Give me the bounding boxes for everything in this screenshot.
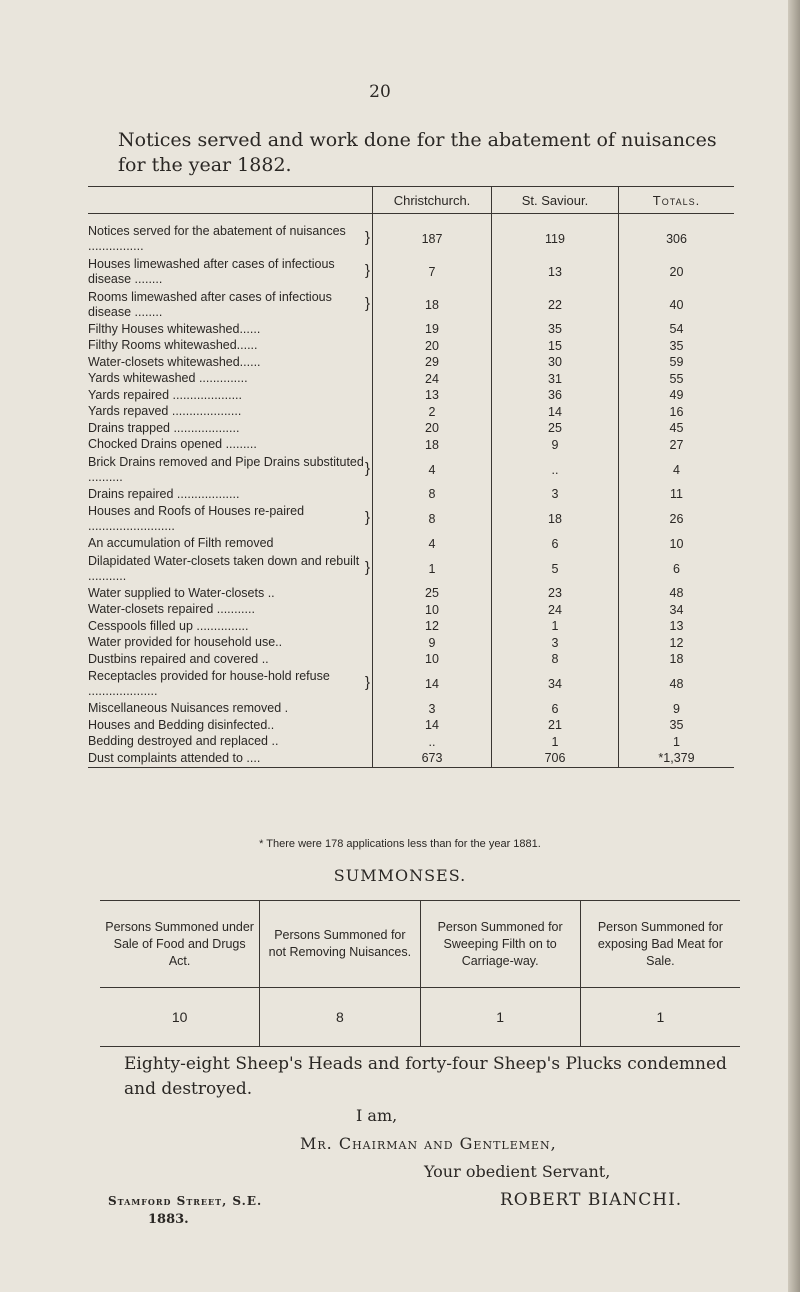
cell-christchurch: 3 [373,701,492,718]
row-label [88,734,373,751]
summons-value-bad-meat: 1 [580,988,740,1047]
row-label [88,371,373,388]
table-row [88,404,734,421]
cell-christchurch: 8 [373,503,492,536]
cell-totals: 45 [619,420,735,437]
row-label-text: Drains repaired .................. [88,486,240,501]
table-row [88,354,734,371]
row-label-text: Filthy Rooms whitewashed...... [88,338,258,353]
cell-st-saviour: 13 [492,255,619,288]
row-label-text: An accumulation of Filth removed [88,536,274,551]
row-label-text: Yards repaired .................... [88,387,242,402]
cell-christchurch: 9 [373,635,492,652]
cell-st-saviour: 5 [492,552,619,585]
row-label-text: Yards whitewashed .............. [88,371,248,386]
cell-totals: 11 [619,486,735,503]
row-label-text: Bedding destroyed and replaced .. [88,734,279,749]
cell-totals: 49 [619,387,735,404]
cell-st-saviour: 6 [492,536,619,553]
cell-christchurch: 24 [373,371,492,388]
summons-value-food-drugs: 10 [100,988,260,1047]
cell-christchurch: 18 [373,288,492,321]
cell-christchurch: 25 [373,585,492,602]
cell-st-saviour: .. [492,453,619,486]
cell-totals: 48 [619,585,735,602]
header-blank [88,187,373,214]
footnote: * There were 178 applications less than for the year 1881. [259,838,541,850]
table-row [88,288,734,321]
row-label [88,453,373,486]
row-label-text: Cesspools filled up ............... [88,618,249,633]
row-label [88,338,373,355]
cell-totals: 13 [619,618,735,635]
row-label-text: Brick Drains removed and Pipe Drains substituted .......... [88,454,364,484]
cell-st-saviour: 1 [492,618,619,635]
closing-salutation: Mr. Chairman and Gentlemen, [300,1134,557,1153]
row-label [88,701,373,718]
cell-st-saviour: 25 [492,420,619,437]
brace-mark: } [364,558,370,576]
table-row [88,618,734,635]
closing-year: 1883. [148,1212,189,1227]
cell-totals: 16 [619,404,735,421]
summons-value-sweeping: 1 [420,988,580,1047]
cell-totals: 27 [619,437,735,454]
table-row [88,420,734,437]
page-heading: Notices served and work done for the abatement of nuisances for the year 1882. [118,129,717,176]
row-label-text: Drains trapped ................... [88,420,240,435]
cell-totals: 6 [619,552,735,585]
summonses-table [100,900,740,1047]
row-label [88,552,373,585]
cell-st-saviour: 119 [492,214,619,256]
closing-i-am: I am, [356,1106,398,1125]
table-row [88,750,734,767]
header-totals: Totals. [619,187,735,214]
cell-totals: 9 [619,701,735,718]
row-label [88,668,373,701]
row-label [88,585,373,602]
cell-christchurch: 2 [373,404,492,421]
cell-st-saviour: 14 [492,404,619,421]
header-st-saviour: St. Saviour. [492,187,619,214]
cell-st-saviour: 24 [492,602,619,619]
table-row [88,635,734,652]
brace-mark: } [364,261,370,279]
row-label [88,717,373,734]
row-label-text: Rooms limewashed after cases of infectious disease ........ [88,289,332,319]
cell-st-saviour: 31 [492,371,619,388]
cell-christchurch: 14 [373,717,492,734]
row-label-text: Receptacles provided for house-hold refuse .................... [88,669,330,698]
row-label [88,354,373,371]
table-row [88,214,734,256]
closing-paragraph: Eighty-eight Sheep's Heads and forty-four Sheep's Plucks condemned and destroyed. [124,1054,727,1099]
row-label-text: Houses and Roofs of Houses re-paired ......................... [88,504,305,533]
cell-christchurch: 14 [373,668,492,701]
cell-st-saviour: 18 [492,503,619,536]
cell-st-saviour: 9 [492,437,619,454]
cell-st-saviour: 1 [492,734,619,751]
row-label-text: Water-closets whitewashed...... [88,354,261,369]
cell-st-saviour: 35 [492,321,619,338]
cell-totals: 48 [619,668,735,701]
row-label [88,214,373,256]
cell-st-saviour: 706 [492,750,619,767]
cell-totals: 306 [619,214,735,256]
cell-st-saviour: 36 [492,387,619,404]
cell-st-saviour: 8 [492,651,619,668]
row-label-text: Water-closets repaired ........... [88,602,255,617]
row-label [88,437,373,454]
table-row [88,651,734,668]
cell-christchurch: 29 [373,354,492,371]
cell-christchurch: 673 [373,750,492,767]
cell-christchurch: 13 [373,387,492,404]
cell-christchurch: 20 [373,338,492,355]
cell-st-saviour: 3 [492,635,619,652]
brace-mark: } [364,294,370,312]
cell-st-saviour: 30 [492,354,619,371]
summons-header-food-drugs: Persons Summoned under Sale of Food and Drugs Act. [100,901,260,988]
row-label [88,635,373,652]
cell-totals: 18 [619,651,735,668]
row-label [88,486,373,503]
closing-signature: ROBERT BIANCHI. [500,1190,683,1210]
row-label-text: Houses and Bedding disinfected.. [88,717,275,732]
row-label [88,387,373,404]
row-label [88,503,373,536]
table-row [88,717,734,734]
header-christchurch: Christchurch. [373,187,492,214]
cell-totals: 55 [619,371,735,388]
brace-mark: } [364,459,370,477]
row-label [88,618,373,635]
summonses-header-row [100,901,740,988]
cell-st-saviour: 15 [492,338,619,355]
summons-header-nuisances: Persons Summoned for not Removing Nuisances. [260,901,420,988]
brace-mark: } [364,674,370,691]
page-edge [788,0,800,1292]
cell-christchurch: 10 [373,602,492,619]
table-row [88,486,734,503]
row-label [88,288,373,321]
table-row [88,602,734,619]
cell-christchurch: 10 [373,651,492,668]
cell-christchurch: 12 [373,618,492,635]
row-label-text: Dust complaints attended to .... [88,750,261,765]
row-label-text: Miscellaneous Nuisances removed . [88,701,289,716]
cell-st-saviour: 22 [492,288,619,321]
table-row [88,255,734,288]
row-label-text: Dustbins repaired and covered .. [88,651,269,666]
table-row [88,536,734,553]
cell-st-saviour: 34 [492,668,619,701]
row-label [88,321,373,338]
row-label-text: Dilapidated Water-closets taken down and rebuilt ........... [88,553,360,583]
cell-st-saviour: 6 [492,701,619,718]
cell-totals: 4 [619,453,735,486]
row-label [88,651,373,668]
cell-totals: 10 [619,536,735,553]
cell-christchurch: 7 [373,255,492,288]
table-row [88,585,734,602]
closing-address: Stamford Street, S.E. [108,1194,263,1208]
cell-totals: 1 [619,734,735,751]
cell-st-saviour: 21 [492,717,619,734]
cell-totals: 34 [619,602,735,619]
row-label [88,750,373,767]
brace-mark: } [364,228,370,246]
cell-totals: 59 [619,354,735,371]
row-label-text: Water supplied to Water-closets .. [88,585,275,600]
nuisance-table [88,186,734,768]
table-body [88,214,734,768]
summonses-title: SUMMONSES. [333,866,467,885]
cell-christchurch: 18 [373,437,492,454]
page-number: 20 [369,82,391,102]
table-row [88,552,734,585]
row-label-text: Filthy Houses whitewashed...... [88,321,261,336]
table-row [88,321,734,338]
cell-christchurch: 4 [373,536,492,553]
summons-header-bad-meat: Person Summoned for exposing Bad Meat for Sale. [580,901,740,988]
cell-christchurch: 20 [373,420,492,437]
cell-totals: 54 [619,321,735,338]
row-label [88,404,373,421]
cell-christchurch: 187 [373,214,492,256]
table-row [88,668,734,701]
cell-st-saviour: 3 [492,486,619,503]
table-row [88,387,734,404]
cell-totals: 20 [619,255,735,288]
table-row [88,734,734,751]
table-row [88,503,734,536]
cell-totals: 40 [619,288,735,321]
row-label [88,420,373,437]
row-label-text: Chocked Drains opened ......... [88,437,257,452]
cell-christchurch: 4 [373,453,492,486]
cell-st-saviour: 23 [492,585,619,602]
table-row [88,437,734,454]
summons-header-sweeping: Person Summoned for Sweeping Filth on to Carriage-way. [420,901,580,988]
cell-totals: 35 [619,717,735,734]
row-label [88,536,373,553]
row-label [88,602,373,619]
summons-value-nuisances: 8 [260,988,420,1047]
row-label-text: Houses limewashed after cases of infectious disease ........ [88,256,335,286]
cell-christchurch: 8 [373,486,492,503]
row-label [88,255,373,288]
cell-totals: *1,379 [619,750,735,767]
cell-totals: 35 [619,338,735,355]
table-row [88,453,734,486]
cell-totals: 12 [619,635,735,652]
cell-christchurch: .. [373,734,492,751]
closing-valediction: Your obedient Servant, [424,1162,611,1181]
table-row [88,701,734,718]
summonses-value-row [100,988,740,1047]
row-label-text: Yards repaved .................... [88,404,242,419]
row-label-text: Notices served for the abatement of nuisances ................ [88,223,346,253]
table-header-row [88,187,734,214]
brace-mark: } [364,509,370,526]
cell-christchurch: 19 [373,321,492,338]
table-row [88,371,734,388]
cell-christchurch: 1 [373,552,492,585]
cell-totals: 26 [619,503,735,536]
row-label-text: Water provided for household use.. [88,635,283,650]
table-row [88,338,734,355]
